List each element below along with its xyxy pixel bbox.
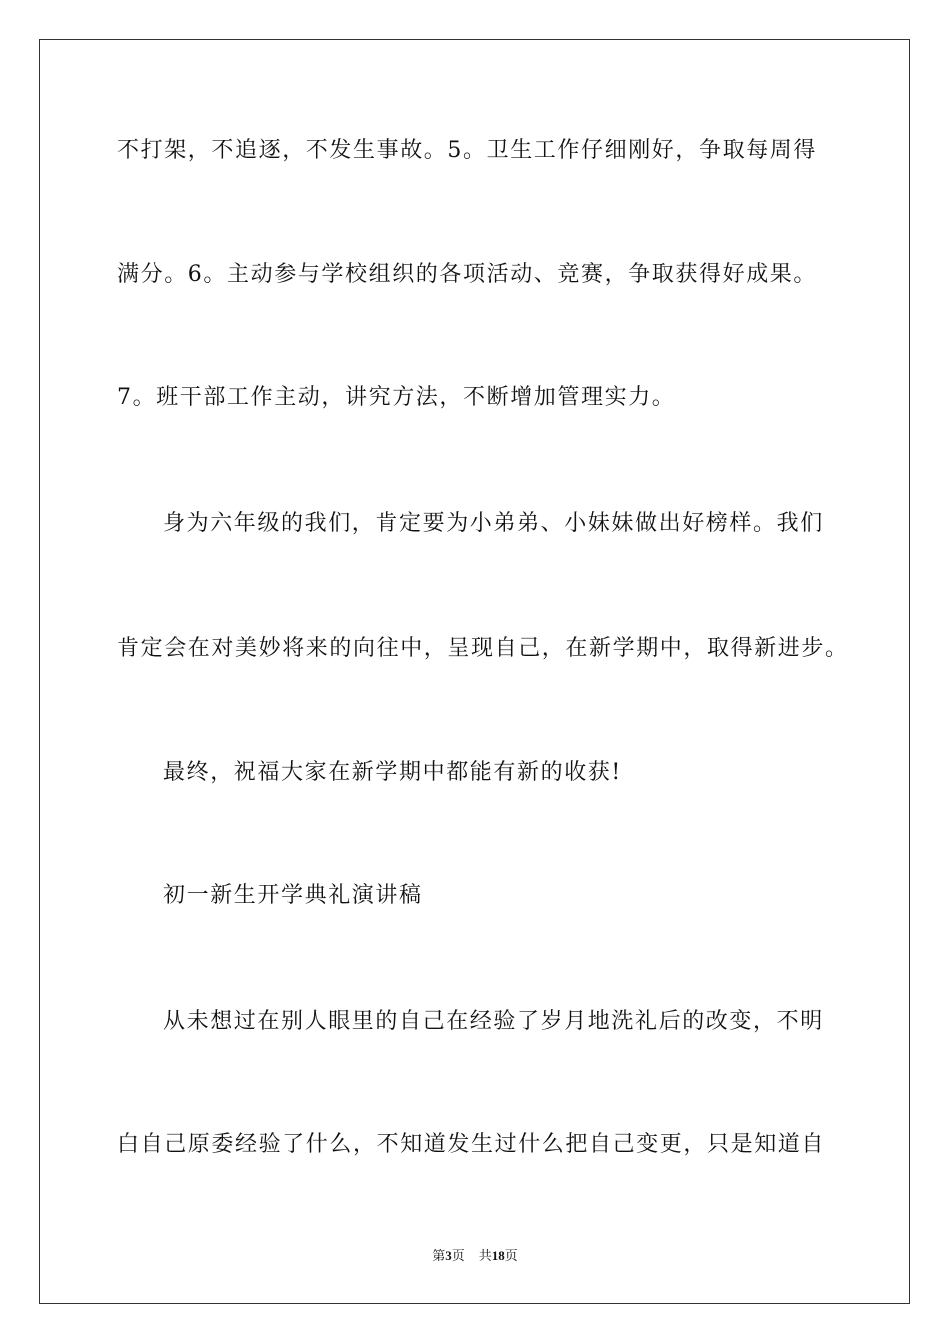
page-total-number: 18 bbox=[491, 1248, 505, 1263]
section-heading: 初一新生开学典礼演讲稿 bbox=[163, 883, 423, 908]
body-text-line-9: 白自己原委经验了什么，不知道发生过什么把自己变更，只是知道自 bbox=[117, 1132, 826, 1157]
body-text-line-1: 不打架，不追逐，不发生事故。5。卫生工作仔细刚好，争取每周得 bbox=[117, 138, 817, 163]
page-frame bbox=[39, 39, 910, 1304]
page-footer bbox=[0, 1248, 950, 1264]
body-text-line-6: 最终，祝福大家在新学期中都能有新的收获! bbox=[163, 760, 622, 785]
total-suffix: 页 bbox=[504, 1248, 518, 1263]
page-prefix: 第 bbox=[432, 1248, 446, 1263]
body-text-line-5: 肯定会在对美妙将来的向往中，呈现自己，在新学期中，取得新进步。 bbox=[117, 636, 849, 661]
body-text-line-8: 从未想过在别人眼里的自己在经验了岁月地洗礼后的改变，不明 bbox=[163, 1009, 824, 1034]
total-prefix: 共 bbox=[478, 1248, 492, 1263]
body-text-line-4: 身为六年级的我们，肯定要为小弟弟、小妹妹做出好榜样。我们 bbox=[163, 511, 824, 536]
page-suffix: 页 bbox=[451, 1248, 465, 1263]
body-text-line-2: 满分。6。主动参与学校组织的各项活动、竞赛，争取获得好成果。 bbox=[117, 262, 817, 287]
body-text-line-3: 7。班干部工作主动，讲究方法，不断增加管理实力。 bbox=[117, 385, 676, 410]
page-current-number: 3 bbox=[445, 1248, 452, 1263]
